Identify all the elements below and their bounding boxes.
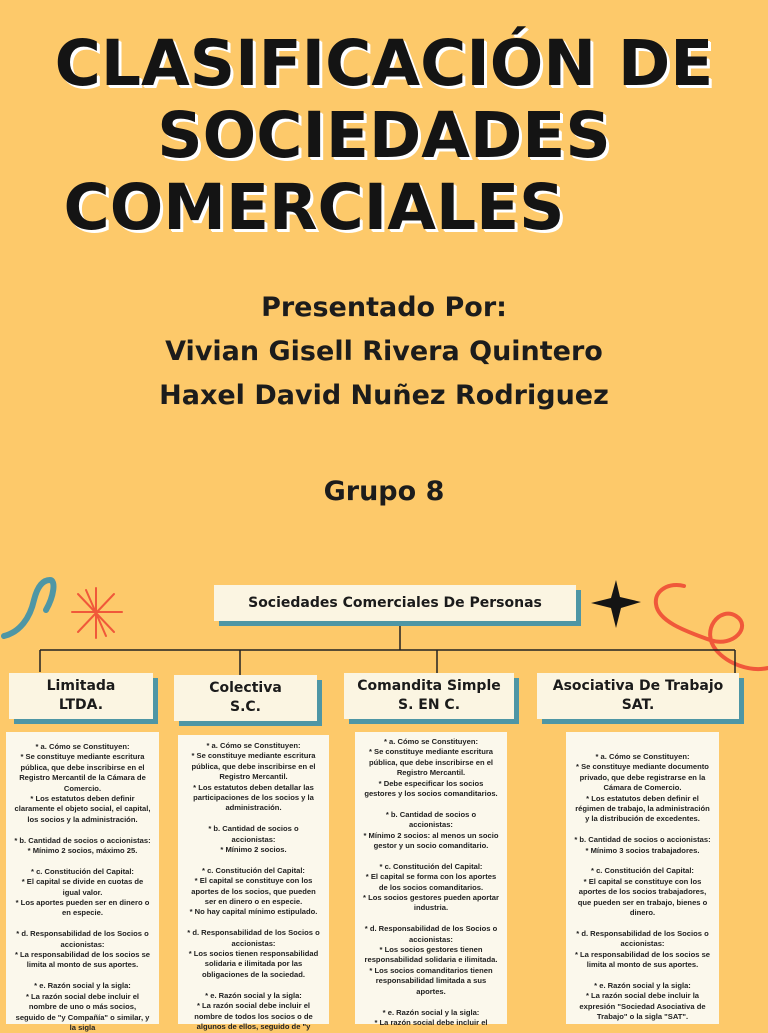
orange-starburst-icon (72, 588, 122, 638)
detail-section: * e. Razón social y la sigla: * La razón social debe incluir el nombre de todos los socios o de algunos de ellos, seguido de "y (194, 990, 313, 1031)
detail-section: * d. Responsabilidad de los Socios o accionistas: * Los socios tienen responsabilidad solidaria e ilimitada por las obligaciones de la sociedad. (187, 928, 320, 979)
presenters-heading: Presentado Por: (261, 292, 507, 323)
detail-section: * b. Cantidad de socios o accionistas: * Mínimo 2 socios, máximo 25. (14, 835, 151, 856)
category-box-colectiva (174, 675, 317, 721)
group-label: Grupo 8 (323, 476, 445, 507)
presenter-name: Vivian Gisell Rivera Quintero (165, 336, 603, 367)
detail-section: * d. Responsabilidad de los Socios o accionistas: * La responsabilidad de los socios se limita al monto de sus aportes. (574, 928, 711, 970)
category-name: Limitada (46, 678, 116, 694)
tree-connectors (40, 626, 735, 675)
detail-section: * e. Razón social y la sigla: * La razón social debe incluir la expresión "Sociedad Asociativa de Trabajo" o la sigla "SAT". (579, 980, 706, 1022)
detail-card-asociativa-de-trabajo (566, 732, 719, 1024)
presenters-block (0, 286, 768, 418)
black-sparkle-icon (591, 580, 641, 628)
diagram-root-box: Sociedades Comerciales De Personas (214, 585, 576, 621)
detail-section: * c. Constitución del Capital: * El capital se forma con los aportes de los socios comanditarios. * Los socios gestores pueden aportar industria. (363, 861, 499, 913)
category-box-asociativa-de-trabajo (537, 673, 739, 719)
title-line-3: COMERCIALES (63, 171, 565, 244)
detail-card-comandita-simple (355, 732, 507, 1027)
category-abbr: SAT. (621, 697, 655, 713)
detail-card-limitada (6, 732, 159, 1032)
detail-section: * c. Constitución del Capital: * El capital se constituye con los aportes de los socios, que pueden ser en dinero o en especie. * No hay capital mínimo estipulado. (189, 865, 318, 917)
detail-section: * c. Constitución del Capital: * El capital se constituye con los aportes de los socios trabajadores, que pueden ser en trabajo, bienes o dinero. (577, 866, 708, 918)
category-name: Colectiva (209, 680, 282, 696)
detail-section: * a. Cómo se Constituyen: * Se constituye mediante documento privado, que debe registrarse en la Cámara de Comercio. * Los estatutos deben definir el régimen de trabajo, la administración y la distribución de excedentes. (575, 752, 710, 824)
category-abbr: S.C. (230, 699, 261, 715)
teal-squiggle-icon (4, 580, 53, 636)
detail-section: * e. Razón social y la sigla: * La razón social debe incluir el (374, 1007, 488, 1027)
detail-section: * e. Razón social y la sigla: * La razón social debe incluir el nombre de uno o más socios, seguido de "y Compañía" o similar, y la sigla (15, 981, 150, 1032)
category-name: Comandita Simple (357, 678, 501, 694)
category-box-limitada (9, 673, 153, 719)
detail-section: * a. Cómo se Constituyen: * Se constituye mediante escritura pública, que debe inscribirse en el Registro Mercantil. * Los estatutos deben detallar las participaciones de los socios y la administración. (191, 741, 316, 813)
detail-section: * b. Cantidad de socios o accionistas: * Mínimo 3 socios trabajadores. (574, 835, 711, 855)
page-title (0, 28, 768, 244)
category-name: Asociativa De Trabajo (552, 678, 724, 694)
detail-card-colectiva (178, 735, 329, 1031)
detail-section: * d. Responsabilidad de los Socios o accionistas: * Los socios gestores tienen responsabilidad solidaria e ilimitada. * Los socios comanditarios tienen responsabilidad limitada a sus aportes. (364, 924, 498, 996)
presenter-name: Haxel David Nuñez Rodriguez (159, 380, 609, 411)
title-line-1: CLASIFICACIÓN DE (54, 27, 714, 100)
category-abbr: S. EN C. (397, 697, 461, 713)
detail-section: * a. Cómo se Constituyen: * Se constituye mediante escritura pública, que debe inscribirse en el Registro Mercantil. * Debe especificar los socios gestores y los socios comanditarios. (364, 737, 498, 799)
orange-loop-icon (656, 585, 768, 669)
category-box-comandita-simple (344, 673, 514, 719)
detail-section: * c. Constitución del Capital: * El capital se divide en cuotas de igual valor. * Los aportes pueden ser en dinero o en especie. (15, 866, 150, 918)
detail-section: * b. Cantidad de socios o accionistas: * Mínimo 2 socios: al menos un socio gestor y un socio comanditario. (363, 809, 499, 851)
detail-section: * b. Cantidad de socios o accionistas: * Mínimo 2 socios. (208, 824, 299, 855)
title-line-2: SOCIEDADES (157, 99, 611, 172)
detail-section: * a. Cómo se Constituyen: * Se constituye mediante escritura pública, que debe inscribirse en el Registro Mercantil de la Cámara de Comercio. * Los estatutos deben definir claramente el objeto social, el capital, los socios y la administración. (14, 742, 151, 824)
category-abbr: LTDA. (58, 697, 104, 713)
detail-section: * d. Responsabilidad de los Socios o accionistas: * La responsabilidad de los socios se limita al monto de sus aportes. (14, 929, 151, 970)
